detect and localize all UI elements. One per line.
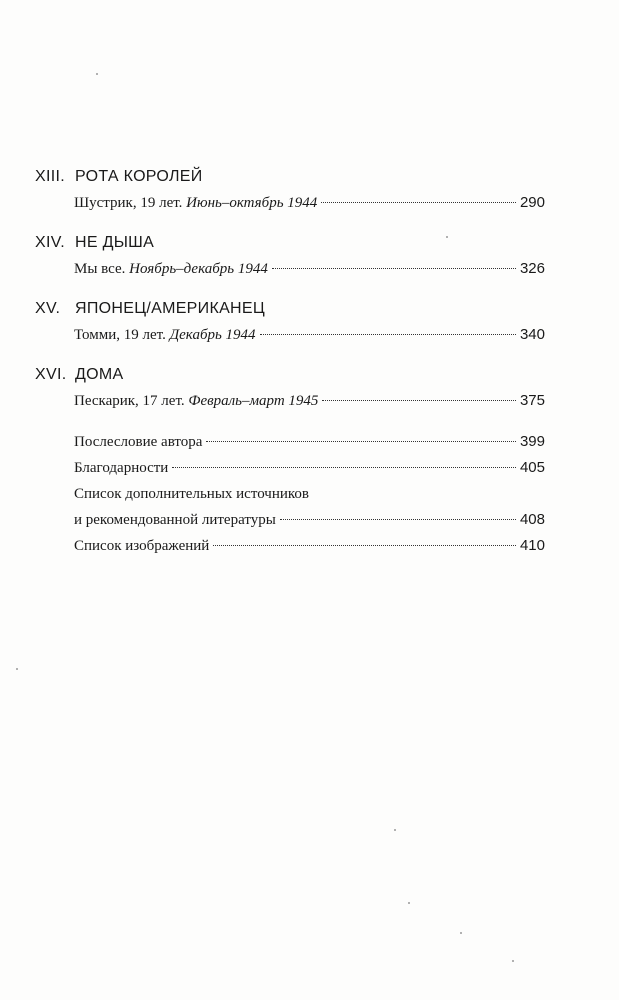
- chapter-entry: [35, 230, 545, 282]
- chapter-title: ЯПОНЕЦ/АМЕРИКАНЕЦ: [75, 300, 266, 317]
- toc-line: [74, 388, 545, 414]
- entry-label: [74, 190, 317, 216]
- dot-leader: [213, 545, 516, 546]
- chapter-title: НЕ ДЫША: [75, 234, 155, 251]
- entry-date: Декабрь 1944: [169, 327, 256, 343]
- dot-leader: [321, 202, 516, 203]
- dot-leader: [172, 467, 516, 468]
- scan-speck: [512, 960, 514, 962]
- images-line: [74, 533, 545, 559]
- chapter-heading: [35, 230, 545, 256]
- page-number: 340: [519, 326, 545, 343]
- entry-subject: Томми, 19 лет.: [74, 327, 170, 343]
- page-number: 290: [519, 194, 545, 211]
- entry-label: [74, 322, 256, 348]
- toc-line: [74, 322, 545, 348]
- dot-leader: [272, 268, 516, 269]
- page-number: 375: [519, 392, 545, 409]
- acknowledgments-line: [74, 455, 545, 481]
- chapter-heading: [35, 362, 545, 388]
- acknowledgments-label: Благодарности: [74, 460, 169, 476]
- page-number: 326: [519, 260, 545, 277]
- afterword-label: Послесловие автора: [74, 434, 203, 450]
- chapter-heading: [35, 164, 545, 190]
- toc-line: [74, 256, 545, 282]
- chapter-number: XV.: [35, 300, 61, 317]
- images-label: Список изображений: [74, 538, 210, 554]
- entry-subject: Пескарик, 17 лет.: [74, 393, 189, 409]
- chapter-entry: [35, 362, 545, 414]
- entry-date: Июнь–октябрь 1944: [186, 195, 318, 211]
- scan-speck: [394, 829, 396, 831]
- backmatter-list: [74, 429, 545, 559]
- dot-leader: [260, 334, 516, 335]
- scan-speck: [460, 932, 462, 934]
- chapter-title: РОТА КОРОЛЕЙ: [75, 168, 203, 185]
- chapter-number: XIV.: [35, 234, 65, 251]
- chapter-entry: [35, 296, 545, 348]
- page-number: 405: [519, 459, 545, 476]
- chapter-heading: [35, 296, 545, 322]
- toc-line: [74, 190, 545, 216]
- page-number: 399: [519, 433, 545, 450]
- chapter-list: [35, 164, 545, 428]
- afterword-line: [74, 429, 545, 455]
- chapter-number: XVI.: [35, 366, 67, 383]
- sources-label-line1: Список дополнительных источников: [74, 486, 310, 502]
- scan-speck: [16, 668, 18, 670]
- entry-date: Ноябрь–декабрь 1944: [129, 261, 268, 277]
- entry-label: [74, 388, 318, 414]
- chapter-entry: [35, 164, 545, 216]
- dot-leader: [280, 519, 516, 520]
- dot-leader: [206, 441, 516, 442]
- entry-date: Февраль–март 1945: [188, 393, 319, 409]
- entry-subject: Шустрик, 19 лет.: [74, 195, 187, 211]
- scan-speck: [96, 73, 98, 75]
- sources-line: [74, 507, 545, 533]
- chapter-title: ДОМА: [75, 366, 124, 383]
- sources-label-line2: и рекомендованной литературы: [74, 512, 276, 528]
- scan-speck: [408, 902, 410, 904]
- page-number: 410: [519, 537, 545, 554]
- dot-leader: [322, 400, 516, 401]
- scan-speck: [446, 236, 448, 238]
- chapter-number: XIII.: [35, 168, 65, 185]
- entry-label: [74, 256, 268, 282]
- entry-subject: Мы все.: [74, 261, 130, 277]
- page-number: 408: [519, 511, 545, 528]
